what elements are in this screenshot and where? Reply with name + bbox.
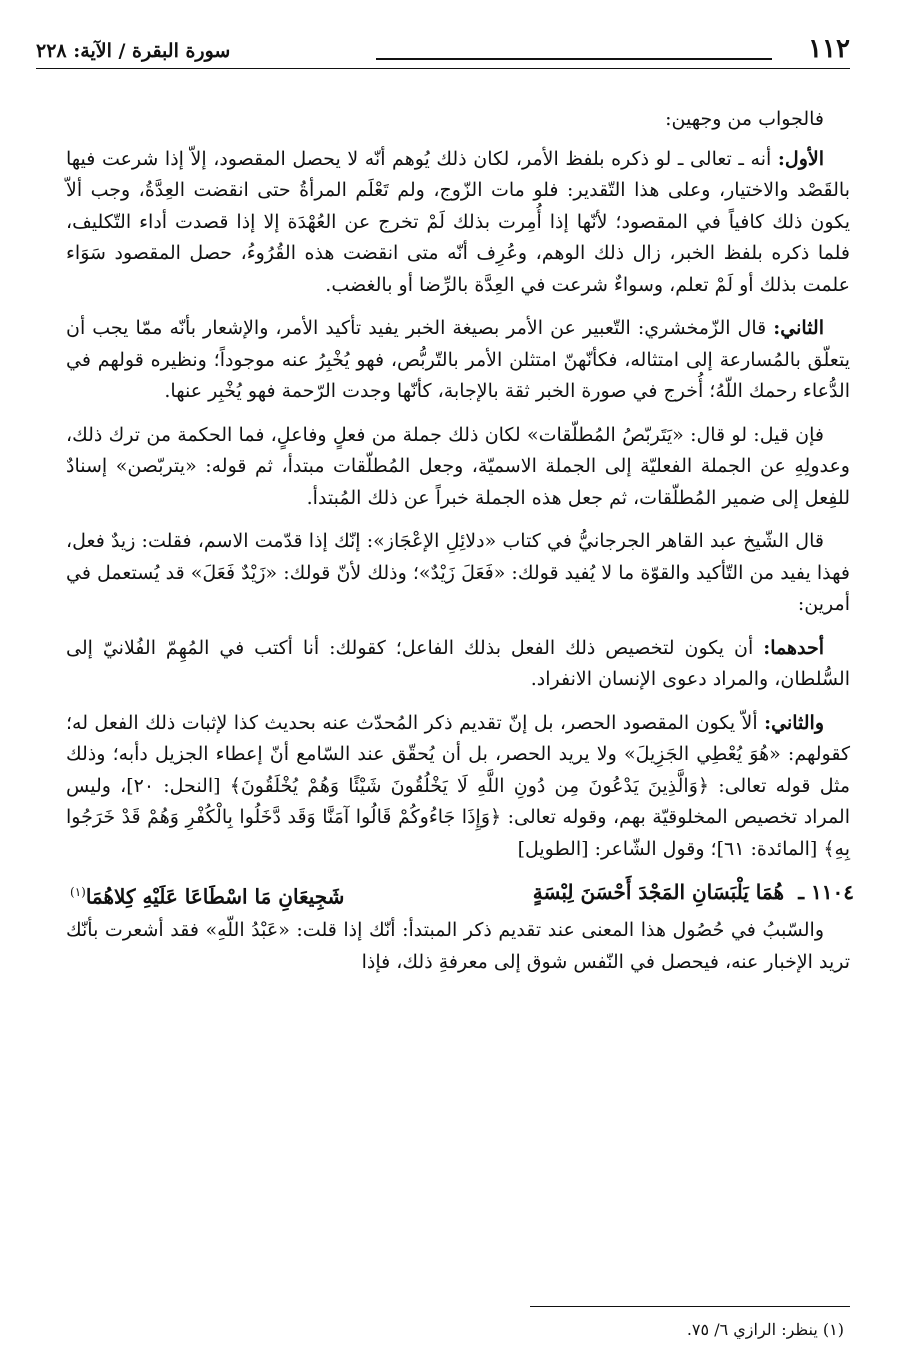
poem-verse: [66, 877, 854, 911]
second-aspect-heading: الثاني:: [773, 317, 824, 339]
footnote-separator: [530, 1306, 850, 1307]
verse-second-hemistich: شَجِيعَانِ مَا اسْطَاعَا عَلَيْهِ كِلاهُمَا: [85, 884, 345, 909]
first-aspect-text: أنه ـ تعالى ـ لو ذكره بلفظ الأمر، لكان ذلك يُوهم أنّه لا يحصل المقصود، إلاّ إذا شرعت فيها بالقَصْد والاختيار، وعلى هذا التّقدير: فلو مات الزّوج، ولم تَعْلَم المرأةُ حتى انقضت العِدَّةُ، وجب ألاّ يكون ذلك كافياً في المقصود؛ لأنّها إذا أُمِرت بذلك لَمْ تخرج عن العُهْدَة إلا إذا قصدت أداء التّكليف، فلما ذكره بلفظ الخبر، زال ذلك الوهم، وعُرِف أنّه متى انقضت هذه القُرُوءُ، حصل المقصود سَوَاء علمت بذلك أو لَمْ تعلم، وسواءٌ شرعت في العِدَّة بالرِّضا أو بالغضب.: [66, 147, 850, 296]
paragraph-second-aspect: [66, 313, 850, 408]
paragraph-reason: والسّببُ في حُصُول هذا المعنى عند تقديم ذكر المبتدأ: أنّك إذا قلت: «عَبْدُ اللّهِ» فقد أشعرت بأنّك تريد الإخبار عنه، فيحصل في النّفس شوق إلى معرفةِ ذلك، فإذا: [66, 919, 850, 973]
intro-paragraph: فالجواب من وجهين:: [665, 108, 824, 130]
paragraph-objection: فإن قيل: لو قال: «يَتَربّصُ المُطلّقات» لكان ذلك جملة من فعلٍ وفاعلٍ، فما الحكمة من ترك ذلك، وعدولِهِ عن الجملة الفعليّة إلى الجملة الاسميّة، وجعل المُطلّقات مبتدأ، ثم قوله: «يتربّصن» إسنادٌ للفِعل إلى ضمير المُطلّقات، ثم جعل هذه الجملة خبراً عن ذلك المُبتدأ.: [66, 423, 850, 509]
page-header: [36, 34, 850, 74]
page-number: ١١٢: [808, 34, 850, 64]
running-title: سورة البقرة / الآية: ٢٢٨: [36, 40, 231, 62]
first-use-text: أن يكون لتخصيص ذلك الفعل بذلك الفاعل؛ كقولك: أنا أكتب في المُهِمّ الفُلانيّ إلى السُّلطان، والمراد دعوى الإنسان الانفراد.: [66, 636, 850, 690]
header-divider: [36, 68, 850, 69]
paragraph-second-use: [66, 708, 850, 866]
second-use-heading: والثاني:: [764, 711, 824, 734]
paragraph-jurjani: قال الشّيخ عبد القاهر الجرجانيُّ في كتاب «دلائِلِ الإعْجَاز»: إنّك إذا قدّمت الاسم، فقلت: زيدٌ فعل، فهذا يفيد من التّأكيد والقوّة ما لا يُفيد قولك: «فَعَلَ زَيْدٌ»؛ وذلك لأنّ قولك: «زَيْدٌ فَعَلَ» قد يُستعمل في أمرين:: [66, 530, 850, 615]
verse-number: ١١٠٤ ـ: [798, 880, 854, 904]
paragraph-first-use: [66, 633, 850, 696]
first-use-heading: أحدهما:: [763, 636, 824, 659]
second-use-text: ألاّ يكون المقصود الحصر، بل إنّ تقديم ذكر المُحدّث عنه بحديث كذا لإثبات ذلك الفعل له؛ كقولهم: «هُوَ يُعْطِي الجَزِيلَ» ولا يريد الحصر، بل أن يُحقّق عند السّامع أنّ إعطاء الجزيل دأبه؛ وذلك مثل قوله تعالى: ﴿وَالَّذِينَ يَدْعُونَ مِن دُونِ اللَّهِ لَا يَخْلُقُونَ شَيْئًا وَهُمْ يُخْلَقُونَ﴾ [النحل: ٢٠]، وليس المراد تخصيص المخلوقيّة بهم، وقوله تعالى: ﴿وَإِذَا جَاءُوكُمْ قَالُوا آمَنَّا وَقَد دَّخَلُوا بِالْكُفْرِ وَهُمْ قَدْ خَرَجُوا بِهِ﴾ [المائدة: ٦١]؛ وقول الشّاعر: [الطويل]: [66, 711, 850, 860]
footnote-marker: (١): [70, 885, 86, 899]
header-rule: [376, 58, 772, 60]
first-aspect-heading: الأول:: [777, 147, 824, 170]
second-aspect-text: قال الزّمخشري: التّعبير عن الأمر بصيغة الخبر يفيد تأكيد الأمر، والإشعار بأنّه ممّا يجب أن يتعلّق بالمُسارعة إلى امتثاله، فكأنّهنّ امتثلن الأمر بالتّربُّص، فهو يُخْبِرُ عنه موجوداً؛ ونظيره قولهم في الدُّعاء رحمك اللّهُ؛ أُخرج في صورة الخبر ثقة بالإجابة، كأنّها وجدت الرّحمة فهو يُخْبِر عنها.: [66, 317, 850, 402]
paragraph-first-aspect: [66, 144, 850, 302]
verse-first-hemistich: هُمَا يَلْبَسَانِ المَجْدَ أَحْسَنَ لِبْسَةٍ: [532, 880, 784, 904]
verse-second-hemistich-wrap: [70, 877, 344, 913]
page-body: [66, 104, 854, 990]
footnote: (١) ينظر: الرازي ٦/ ٧٥.: [686, 1320, 844, 1339]
